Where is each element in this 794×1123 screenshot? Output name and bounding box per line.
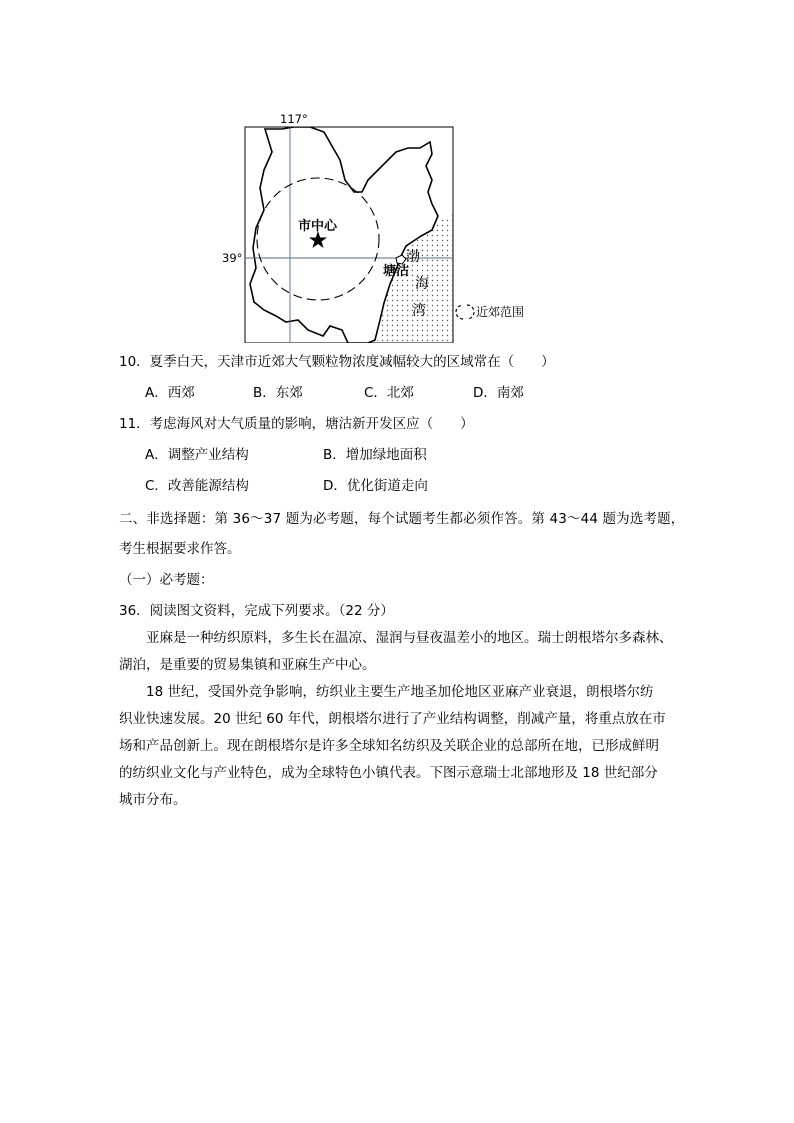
longitude-label: 117° bbox=[280, 112, 308, 126]
q10-option-a: A．西郊 bbox=[145, 385, 195, 401]
q36-para2-line4: 的纺织业文化与产业特色，成为全球特色小镇代表。下图示意瑞士北部地形及 18 世纪部分 bbox=[119, 765, 658, 781]
legend-label: 近郊范围 bbox=[476, 305, 525, 319]
q36-para1-line1: 亚麻是一种纺织原料，多生长在温凉、湿润与昼夜温差小的地区。瑞士朗根塔尔多森林、 bbox=[146, 630, 673, 646]
bay-char-3: 湾 bbox=[412, 303, 426, 319]
section2-instructions-line1: 二、非选择题：第 36～37 题为必考题，每个试题考生都必须作答。第 43～44 题为选考题， bbox=[119, 511, 685, 527]
city-center-label: 市中心 bbox=[298, 219, 338, 234]
q11-option-a: A．调整产业结构 bbox=[145, 447, 249, 463]
bay-char-1: 渤 bbox=[406, 249, 420, 265]
tianjin-map-svg bbox=[220, 108, 540, 343]
section2-required-heading: （一）必考题： bbox=[119, 572, 214, 588]
q11-option-b: B．增加绿地面积 bbox=[323, 447, 427, 463]
q11-stem: 11．考虑海风对大气质量的影响，塘沽新开发区应（ ） bbox=[119, 416, 474, 432]
q11-option-d: D．优化街道走向 bbox=[323, 478, 428, 494]
legend-dashed-icon bbox=[467, 305, 474, 319]
q10-option-d: D．南郊 bbox=[473, 385, 524, 401]
q36-para2-line3: 场和产品创新上。现在朗根塔尔是许多全球知名纺织及关联企业的总部所在地，已形成鲜明 bbox=[119, 738, 659, 754]
bay-char-2: 海 bbox=[415, 276, 429, 292]
q10-option-b: B．东郊 bbox=[253, 385, 303, 401]
q36-para2-line2: 织业快速发展。20 世纪 60 年代，朗根塔尔进行了产业结构调整，削减产量，将重点放在市 bbox=[119, 711, 666, 727]
section2-instructions-line2: 考生根据要求作答。 bbox=[119, 541, 241, 557]
q36-para2-line5: 城市分布。 bbox=[119, 792, 187, 808]
q36-para1-line2: 湖泊，是重要的贸易集镇和亚麻生产中心。 bbox=[119, 657, 376, 673]
q10-stem: 10．夏季白天，天津市近郊大气颗粒物浓度减幅较大的区域常在（ ） bbox=[119, 354, 555, 370]
tianjin-map-figure bbox=[220, 108, 540, 343]
q10-option-c: C．北郊 bbox=[364, 385, 414, 401]
q36-title: 36．阅读图文资料，完成下列要求。（22 分） bbox=[119, 603, 394, 619]
q11-option-c: C．改善能源结构 bbox=[145, 478, 249, 494]
tanggu-label: 塘沽 bbox=[383, 264, 410, 279]
q36-para2-line1: 18 世纪，受国外竞争影响，纺织业主要生产地圣加伦地区亚麻产业衰退，朗根塔尔纺 bbox=[146, 684, 654, 700]
latitude-label: 39° bbox=[222, 251, 243, 265]
legend-dashed-icon-left bbox=[456, 305, 463, 319]
